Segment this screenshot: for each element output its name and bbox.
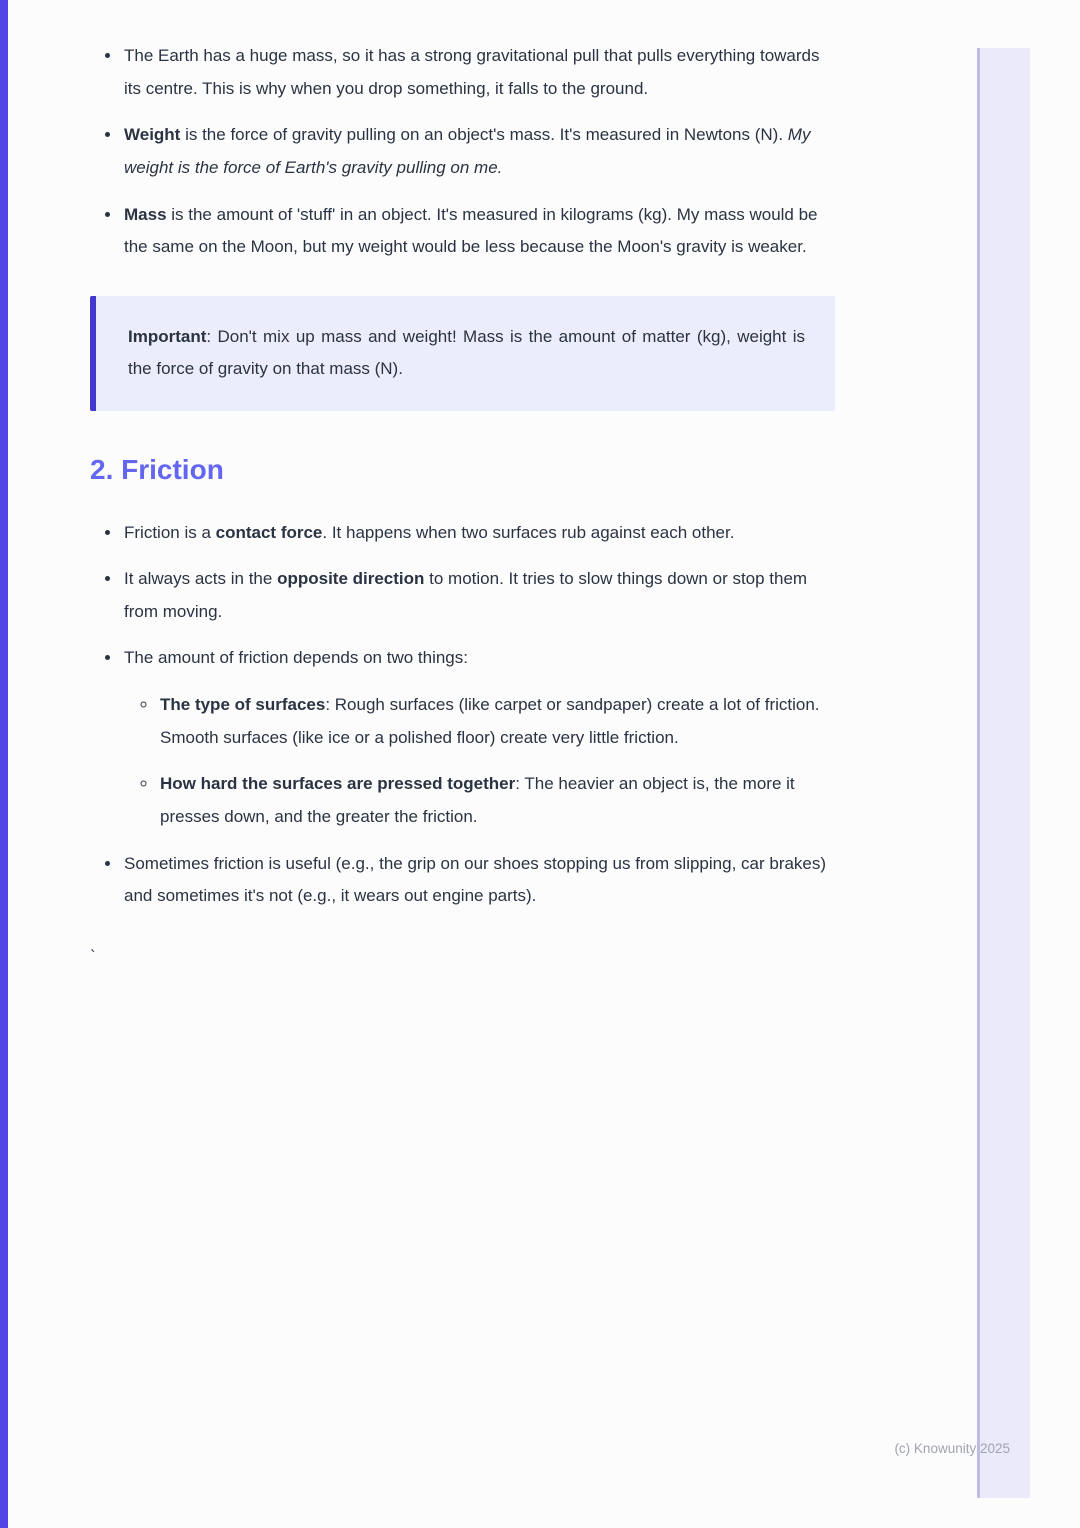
text-segment: How hard the surfaces are pressed together: [160, 774, 516, 794]
page-content: [90, 40, 835, 973]
bullet-item-friction-contact: [122, 517, 835, 550]
page-footer-copyright: (c) Knowunity 2025: [894, 1441, 1010, 1456]
text-segment: is the force of gravity pulling on an object's mass. It's measured in Newtons (N).: [180, 125, 788, 145]
bullet-text: [124, 648, 468, 667]
text-segment: Sometimes friction is useful (e.g., the grip on our shoes stopping us from slipping, car brakes) and sometimes it's not (e.g., it wears out engine parts).: [124, 853, 827, 906]
scrollbar-track[interactable]: [977, 48, 1030, 1498]
page-left-accent-bar: [0, 0, 8, 1528]
text-segment: The type of surfaces: [160, 695, 326, 715]
text-segment: : Don't mix up mass and weight! Mass is the amount of matter (kg), weight is the force of gravity on that mass (N).: [128, 326, 805, 379]
text-segment: Important: [128, 326, 207, 346]
text-segment: opposite direction: [277, 569, 425, 589]
stray-backtick: `: [90, 946, 96, 966]
text-segment: Mass: [124, 204, 167, 224]
section-heading-friction: 2. Friction: [90, 454, 224, 485]
text-segment: . It happens when two surfaces rub against each other.: [322, 522, 735, 542]
text-segment: : Rough surfaces (like carpet or sandpaper) create a lot of friction. Smooth surfaces (like ice or a polished floor) create very little friction.: [160, 695, 820, 747]
friction-nested-list: [124, 689, 835, 834]
text-segment: to motion. It tries to slow things down or stop them from moving.: [124, 569, 808, 621]
friction-bullet-list: [90, 517, 835, 913]
bullet-item-friction-useful: [122, 848, 835, 913]
text-segment: is the amount of 'stuff' in an object. It's measured in kilograms (kg). My mass would be the same on the Moon, but my weight would be less because the Moon's gravity is weaker.: [124, 204, 818, 257]
bullet-item-friction-direction: [122, 563, 835, 628]
text-segment: The amount of friction depends on two things:: [124, 648, 468, 668]
text-segment: My weight is the force of Earth's gravity pulling on me.: [124, 125, 811, 177]
text-segment: The Earth has a huge mass, so it has a strong gravitational pull that pulls everything towards its centre. This is why when you drop something, it falls to the ground.: [124, 46, 820, 98]
bullet-item-mass: [122, 199, 835, 264]
text-segment: contact force: [215, 522, 323, 542]
bullet-item-weight: [122, 119, 835, 184]
text-segment: : The heavier an object is, the more it presses down, and the greater the friction.: [160, 774, 795, 826]
gravity-bullet-list: [90, 40, 835, 264]
bullet-item-earth-mass: [122, 40, 835, 105]
important-callout: [90, 296, 835, 411]
text-segment: Friction is a: [124, 522, 216, 542]
bullet-item-friction-depends: [122, 642, 835, 833]
text-segment: Weight: [124, 125, 181, 145]
nested-item-surface-pressure: [158, 768, 835, 833]
text-segment: It always acts in the: [124, 569, 278, 589]
nested-item-surface-type: [158, 689, 835, 754]
